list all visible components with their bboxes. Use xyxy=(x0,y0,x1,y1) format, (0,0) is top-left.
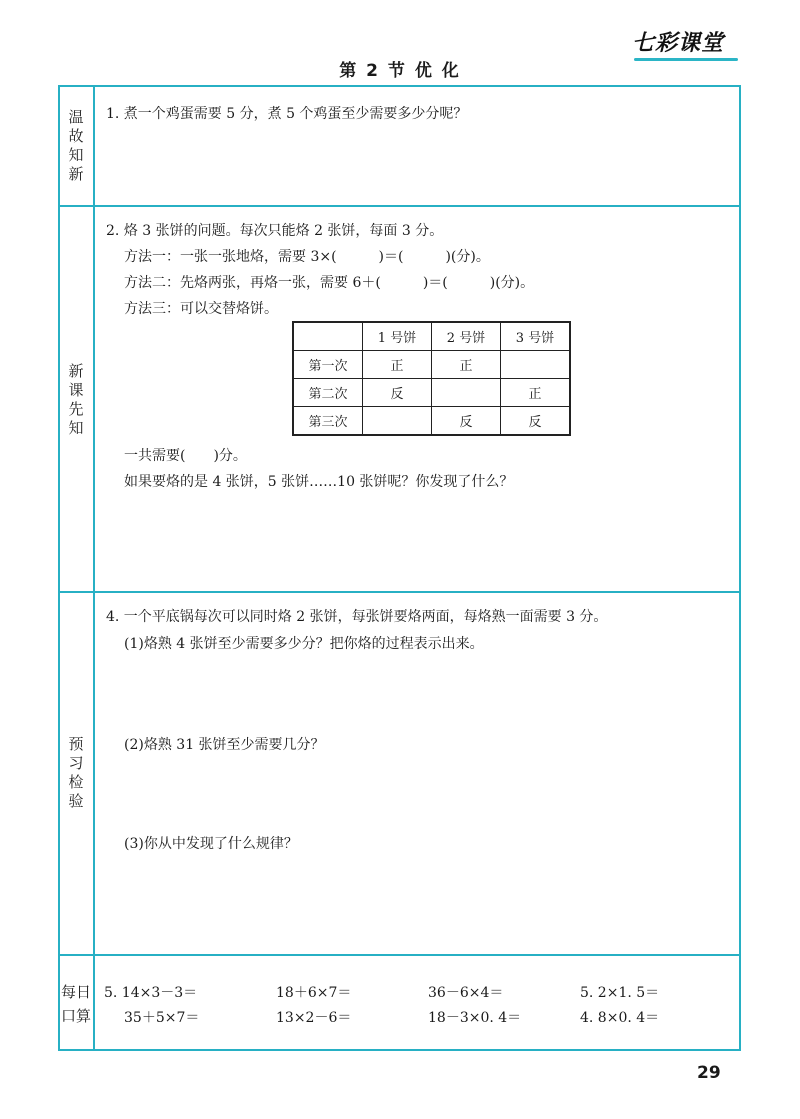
followup-question: 如果要烙的是 4 张饼，5 张饼……10 张饼呢？你发现了什么？ xyxy=(124,474,514,490)
question-4-part-3: (3)你从中发现了什么规律？ xyxy=(124,836,298,852)
brand-text: 七彩课堂 xyxy=(632,31,725,56)
arith-item: 36－6×4＝ xyxy=(428,985,504,1001)
table-cell: 反 xyxy=(432,407,501,436)
method-2: 方法二：先烙两张，再烙一张，需要 6＋( )＝( )(分)。 xyxy=(124,275,535,291)
arith-item: 18＋6×7＝ xyxy=(276,985,352,1001)
table-cell xyxy=(293,322,363,351)
table-cell: 1 号饼 xyxy=(363,322,432,351)
question-4-part-1: (1)烙熟 4 张饼至少需要多少分？把你烙的过程表示出来。 xyxy=(124,636,484,652)
table-cell: 正 xyxy=(501,379,571,407)
section-label-review: 温 故 知 新 xyxy=(68,108,84,183)
arith-item: 5. 14×3－3＝ xyxy=(104,985,198,1001)
arith-item: 5. 2×1. 5＝ xyxy=(580,985,660,1001)
page-number: 29 xyxy=(697,1063,721,1083)
question-4-intro: 4. 一个平底锅每次可以同时烙 2 张饼，每张饼要烙两面，每烙熟一面需要 3 分。 xyxy=(106,609,608,625)
section-column-divider xyxy=(93,85,95,1051)
question-2-intro: 2. 烙 3 张饼的问题。每次只能烙 2 张饼，每面 3 分。 xyxy=(106,223,444,239)
question-4-part-2: (2)烙熟 31 张饼至少需要几分？ xyxy=(124,737,325,753)
table-row xyxy=(293,351,570,379)
arith-item: 4. 8×0. 4＝ xyxy=(580,1010,660,1026)
question-1: 1. 煮一个鸡蛋需要 5 分，煮 5 个鸡蛋至少需要多少分呢？ xyxy=(106,106,468,122)
table-cell: 第三次 xyxy=(293,407,363,436)
arith-item: 13×2－6＝ xyxy=(276,1010,352,1026)
total-time: 一共需要( )分。 xyxy=(124,448,247,464)
table-cell: 第一次 xyxy=(293,351,363,379)
method-3: 方法三：可以交替烙饼。 xyxy=(124,301,278,317)
table-cell xyxy=(432,379,501,407)
table-cell: 3 号饼 xyxy=(501,322,571,351)
arith-item: 35＋5×7＝ xyxy=(124,1010,200,1026)
table-cell xyxy=(501,351,571,379)
section-label-new-lesson: 新 课 先 知 xyxy=(68,362,84,437)
method-1: 方法一：一张一张地烙，需要 3×( )＝( )(分)。 xyxy=(124,249,490,265)
divider-3 xyxy=(58,954,741,956)
table-cell: 第二次 xyxy=(293,379,363,407)
table-cell: 反 xyxy=(501,407,571,436)
section-label-daily: 每日 口算 xyxy=(60,983,91,1025)
table-cell xyxy=(363,407,432,436)
table-cell: 2 号饼 xyxy=(432,322,501,351)
table-row xyxy=(293,407,570,436)
page-title: 第 2 节 优 化 xyxy=(339,61,461,81)
table-header-row xyxy=(293,322,570,351)
divider-2 xyxy=(58,591,741,593)
section-label-preview: 预 习 检 验 xyxy=(68,735,84,810)
divider-1 xyxy=(58,205,741,207)
table-cell: 正 xyxy=(432,351,501,379)
table-cell: 反 xyxy=(363,379,432,407)
table-row xyxy=(293,379,570,407)
pancake-table xyxy=(292,321,571,436)
arith-item: 18－3×0. 4＝ xyxy=(428,1010,522,1026)
table-cell: 正 xyxy=(363,351,432,379)
